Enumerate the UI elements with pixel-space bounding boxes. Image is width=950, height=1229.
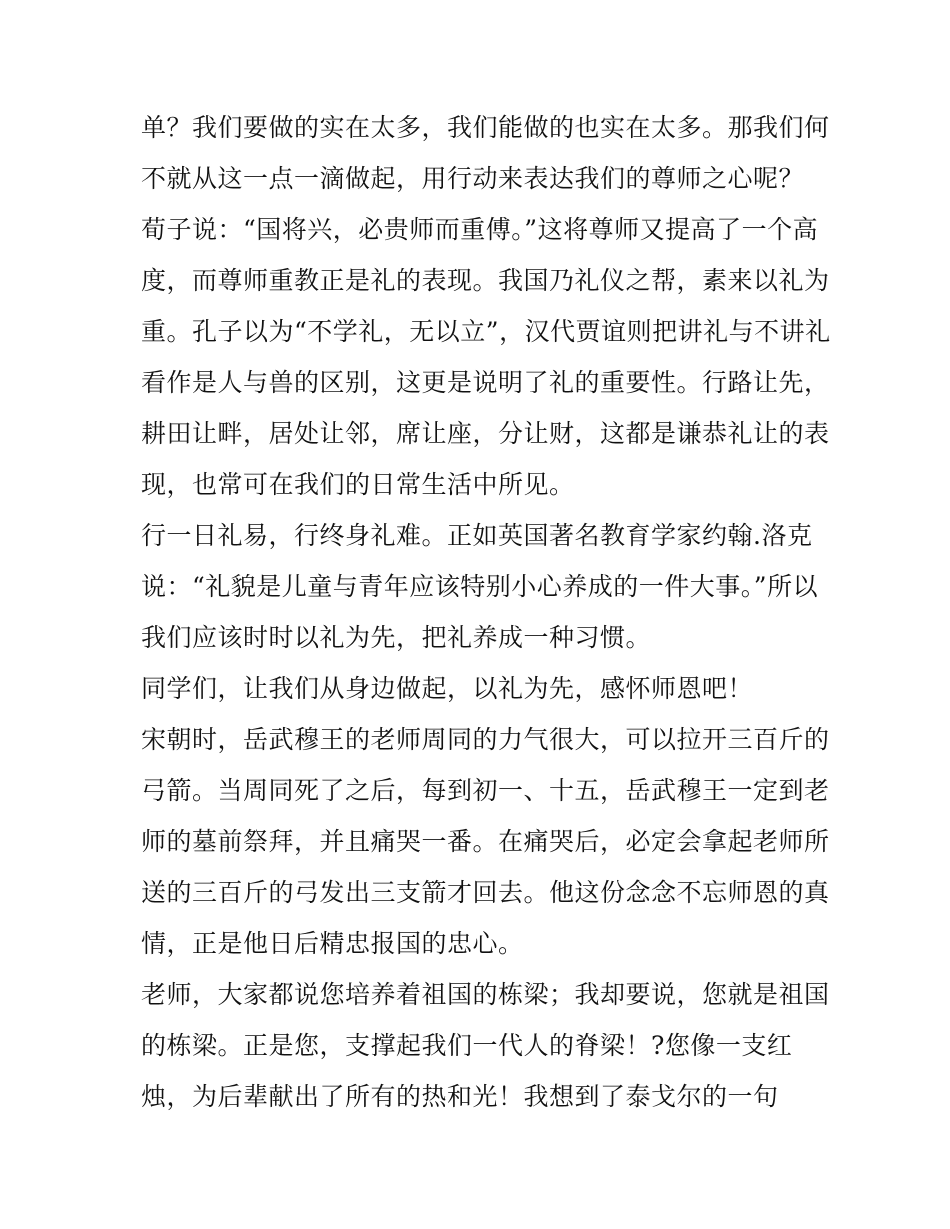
text-line: 度，而尊师重教正是礼的表现。我国乃礼仪之帮，素来以礼为 xyxy=(141,266,830,295)
text-line: 宋朝时，岳武穆王的老师周同的力气很大，可以拉开三百斤的 xyxy=(141,725,830,754)
text-line: 重。孔子以为“不学礼，无以立”，汉代贾谊则把讲礼与不讲礼 xyxy=(141,317,831,346)
text-line: 弓箭。当周同死了之后，每到初一、十五，岳武穆王一定到老 xyxy=(141,776,830,805)
text-line: 单？我们要做的实在太多，我们能做的也实在太多。那我们何 xyxy=(141,113,830,142)
text-line: 师的墓前祭拜，并且痛哭一番。在痛哭后，必定会拿起老师所 xyxy=(141,827,830,856)
text-line: 的栋梁。正是您，支撑起我们一代人的脊梁！?您像一支红 xyxy=(141,1031,793,1060)
text-line: 荀子说：“国将兴，必贵师而重傅。”这将尊师又提高了一个高 xyxy=(141,215,819,244)
text-line: 耕田让畔，居处让邻，席让座，分让财，这都是谦恭礼让的表 xyxy=(141,419,830,448)
text-line: 说：“礼貌是儿童与青年应该特别小心养成的一件大事。”所以 xyxy=(141,572,819,601)
text-line: 不就从这一点一滴做起，用行动来表达我们的尊师之心呢？ xyxy=(141,164,805,193)
text-line: 行一日礼易，行终身礼难。正如英国著名教育学家约翰.洛克 xyxy=(141,521,813,550)
text-line: 看作是人与兽的区别，这更是说明了礼的重要性。行路让先， xyxy=(141,368,830,397)
text-line: 我们应该时时以礼为先，把礼养成一种习惯。 xyxy=(141,623,652,652)
text-line: 烛，为后辈献出了所有的热和光！我想到了泰戈尔的一句 xyxy=(141,1082,779,1111)
body-text xyxy=(141,102,831,1122)
text-line: 同学们，让我们从身边做起，以礼为先，感怀师恩吧！ xyxy=(141,674,754,703)
text-line: 老师，大家都说您培养着祖国的栋梁；我却要说，您就是祖国 xyxy=(141,980,830,1009)
text-line: 送的三百斤的弓发出三支箭才回去。他这份念念不忘师恩的真 xyxy=(141,878,830,907)
text-line: 现，也常可在我们的日常生活中所见。 xyxy=(141,470,575,499)
text-line: 情，正是他日后精忠报国的忠心。 xyxy=(141,929,524,958)
